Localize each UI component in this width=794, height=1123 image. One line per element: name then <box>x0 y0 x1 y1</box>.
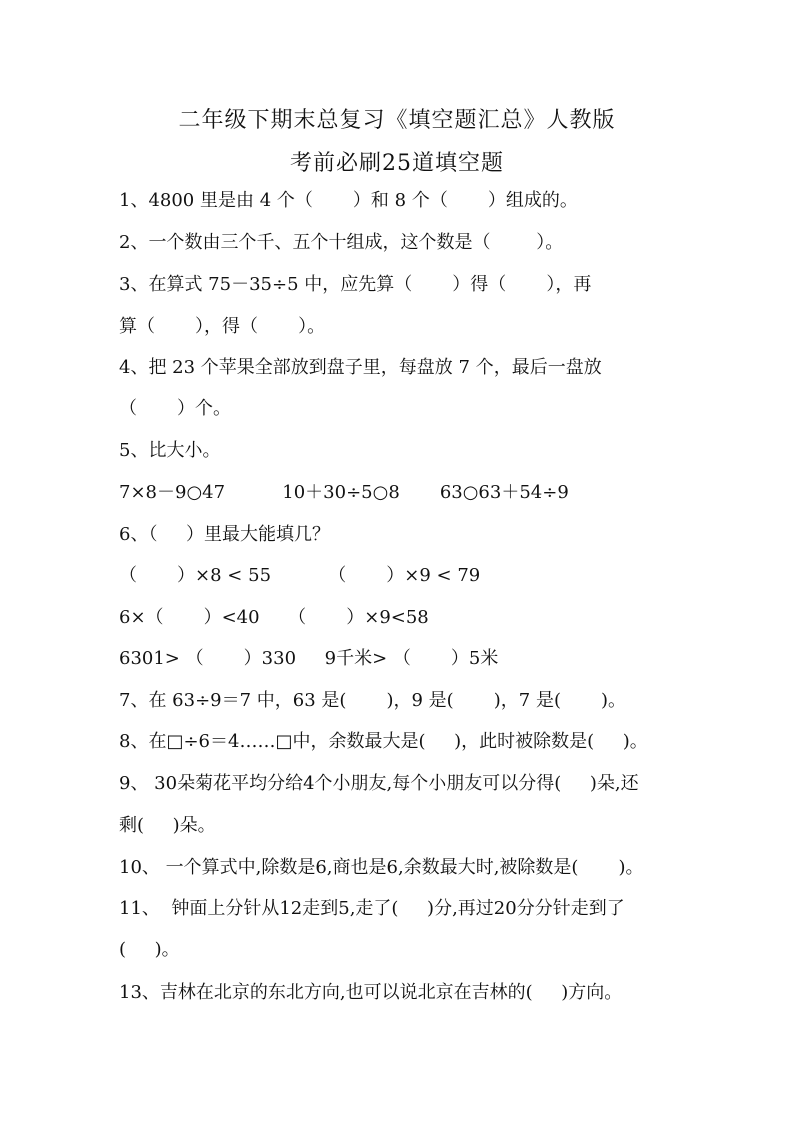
question-line: 4、把 23 个苹果全部放到盘子里，每盘放 7 个，最后一盘放 <box>119 357 602 378</box>
question-line: 5、比大小。 <box>119 440 221 461</box>
question-line: 9、 30朵菊花平均分给4个小朋友,每个小朋友可以分得( )朵,还 <box>119 773 639 794</box>
question-line: 算（ ），得（ ）。 <box>119 316 326 337</box>
question-line: （ ）×8 < 55 （ ）×9 < 79 <box>119 565 481 586</box>
question-line: 2、一个数由三个千、五个十组成，这个数是（ ）。 <box>119 232 564 253</box>
question-line: ( )。 <box>119 939 180 960</box>
page-title: 二年级下期末总复习《填空题汇总》人教版 <box>178 108 616 133</box>
question-line: 7×8－9○47 10＋30÷5○8 63○63＋54÷9 <box>119 482 569 503</box>
question-line: 7、在 63÷9＝7 中，63 是( )，9 是( )，7 是( )。 <box>119 690 627 711</box>
page-subtitle: 考前必刷25道填空题 <box>290 151 504 176</box>
question-line: 6×（ ）<40 （ ）×9<58 <box>119 607 429 628</box>
question-line: 13、吉林在北京的东北方向,也可以说北京在吉林的( )方向。 <box>119 982 623 1003</box>
question-line: 10、 一个算式中,除数是6,商也是6,余数最大时,被除数是( )。 <box>119 857 644 878</box>
question-line: 11、 钟面上分针从12走到5,走了( )分,再过20分分针走到了 <box>119 898 625 919</box>
question-line: 6301> （ ）330 9千米> （ ）5米 <box>119 648 499 669</box>
question-line: 6、（ ）里最大能填几？ <box>119 524 331 545</box>
question-line: 剩( )朵。 <box>119 815 216 836</box>
question-line: 8、在□÷6＝4……□中，余数最大是( )，此时被除数是( )。 <box>119 731 648 752</box>
question-line: 3、在算式 75－35÷5 中，应先算（ ）得（ ），再 <box>119 274 592 295</box>
question-line: （ ）个。 <box>119 398 232 419</box>
question-line: 1、4800 里是由 4 个（ ）和 8 个（ ）组成的。 <box>119 190 578 211</box>
